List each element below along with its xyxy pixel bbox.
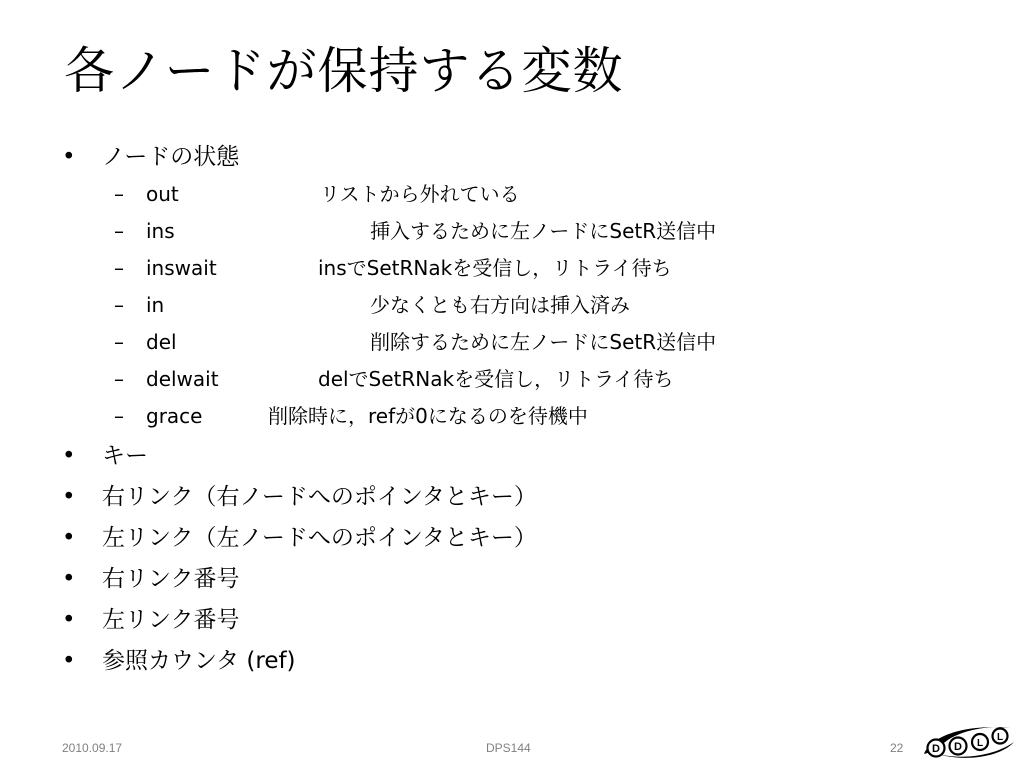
bullet-text: 参照カウンタ (ref) — [102, 648, 296, 674]
state-desc: リストから外れている — [320, 182, 520, 206]
state-desc: 削除時に，refが0になるのを待機中 — [268, 404, 588, 428]
state-term: ins — [146, 219, 175, 243]
bullet-text: 左リンク番号 — [102, 607, 240, 633]
dash-marker: – — [114, 219, 124, 243]
footer-conference: DPS144 — [486, 741, 531, 755]
bullet-marker: • — [62, 648, 76, 674]
state-desc: insでSetRNakを受信し，リトライ待ち — [318, 256, 672, 280]
logo-letter-2: D — [954, 741, 962, 753]
bullet-text: ノードの状態 — [102, 144, 240, 170]
bullet-text: 左リンク（左ノードへのポインタとキー） — [102, 525, 537, 551]
ddll-logo-icon — [918, 720, 1018, 764]
bullet-marker: • — [62, 144, 76, 170]
footer-page-number: 22 — [890, 741, 904, 755]
dash-marker: – — [114, 293, 124, 317]
dash-marker: – — [114, 330, 124, 354]
dash-marker: – — [114, 367, 124, 391]
bullet-marker: • — [62, 484, 76, 510]
state-term: in — [146, 293, 165, 317]
state-term: delwait — [146, 367, 219, 391]
bullet-marker: • — [62, 607, 76, 633]
dash-marker: – — [114, 182, 124, 206]
state-term: out — [146, 182, 179, 206]
state-term: grace — [146, 404, 203, 428]
bullet-text: キー — [102, 443, 148, 469]
logo-letter-1: D — [932, 743, 940, 755]
logo-letter-4: L — [996, 732, 1004, 743]
state-desc: delでSetRNakを受信し，リトライ待ち — [318, 367, 674, 391]
bullet-text: 右リンク番号 — [102, 566, 240, 592]
state-term: del — [146, 330, 177, 354]
footer-date: 2010.09.17 — [62, 741, 123, 755]
bullet-marker: • — [62, 566, 76, 592]
state-desc: 挿入するために左ノードにSetR送信中 — [370, 219, 717, 243]
bullet-marker: • — [62, 525, 76, 551]
state-desc: 削除するために左ノードにSetR送信中 — [370, 330, 717, 354]
logo-letter-3: L — [976, 738, 984, 749]
state-term: inswait — [146, 256, 217, 280]
dash-marker: – — [114, 404, 124, 428]
bullet-marker: • — [62, 443, 76, 469]
state-desc: 少なくとも右方向は挿入済み — [370, 293, 630, 317]
dash-marker: – — [114, 256, 124, 280]
slide-title: 各ノードが保持する変数 — [64, 42, 624, 100]
bullet-text: 右リンク（右ノードへのポインタとキー） — [102, 484, 537, 510]
